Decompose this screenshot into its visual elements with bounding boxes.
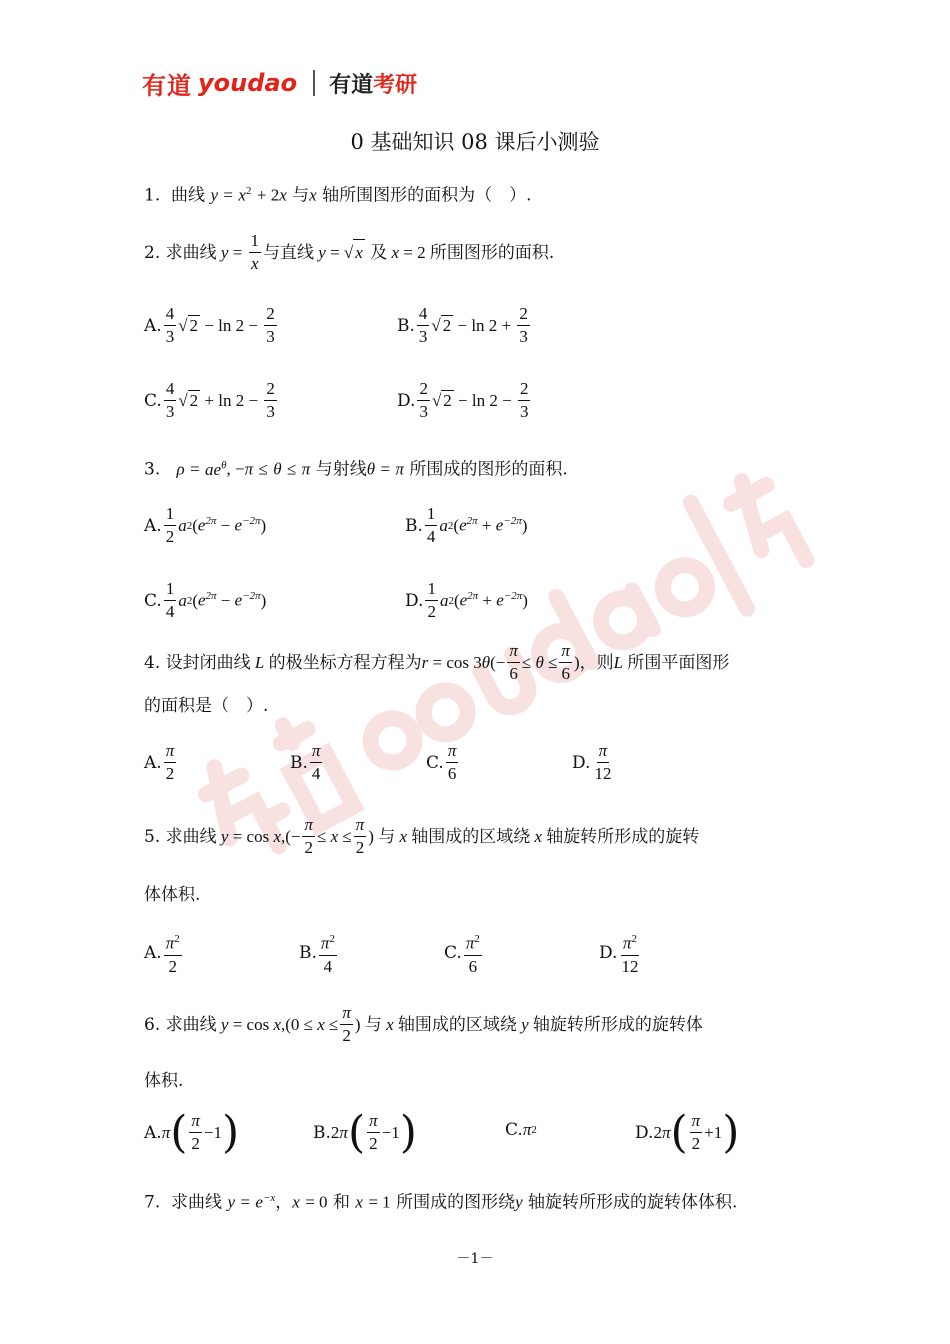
question-number: 7. [144, 1192, 161, 1213]
option-label: B. [313, 1122, 331, 1143]
question-number: 6. [144, 1014, 161, 1035]
page-number: －1－ [456, 1251, 494, 1267]
option-5a[interactable]: A. $\frac{\pi^2}{2}$ [144, 928, 184, 978]
question-text: ， [275, 1192, 293, 1213]
question-text: 所围成的图形绕 [396, 1192, 516, 1213]
option-label: D. [599, 942, 618, 963]
logo-youdao-cn: 有道 [142, 71, 192, 100]
option-5b[interactable]: B. $\frac{\pi^2}{4}$ [299, 928, 339, 978]
header-logo [142, 66, 417, 100]
question-text: 求曲线 [171, 1192, 223, 1213]
question-4-line2: 的面积是（ ）. [144, 696, 269, 716]
option-label: B. [290, 752, 308, 773]
option-3b[interactable]: B. $\frac{1}{4}$ a 2 ( $e^{2\pi}$ + $e^{-2\pi}$ ) [405, 504, 528, 546]
question-text: 轴围成的区域绕 [397, 1014, 517, 1035]
option-2c[interactable]: C. $\frac{4}{3}$ √ 2 + ln 2 − $\frac{2}{3}$ [144, 379, 275, 421]
option-label: C. [444, 942, 462, 963]
option-3d[interactable]: D. $\frac{1}{2}$ a 2 ( $e^{2\pi}$ + $e^{-2\pi}$ ) [405, 579, 528, 621]
question-number: 1. [144, 185, 161, 206]
option-label: B. [405, 515, 423, 536]
option-5c[interactable]: C. $\frac{\pi^2}{6}$ [444, 928, 484, 978]
question-text: 所围平面图形 [627, 652, 730, 673]
question-text: 与直线 [263, 242, 315, 263]
question-7: 7. 求曲线 $y = e^{-x}$，x = 0 和 x = 1 所围成的图形绕y 轴旋转所形成的旋转体体积. [144, 1192, 738, 1213]
option-label: B. [397, 315, 415, 336]
option-label: C. [505, 1120, 523, 1140]
question-text: ，则 [579, 652, 614, 673]
question-text: 轴旋转所形成的旋转体体积. [528, 1192, 738, 1213]
question-text: 轴所围图形的面积为（ ）. [322, 185, 532, 206]
option-label: D. [635, 1122, 654, 1143]
option-label: D. [397, 390, 416, 411]
question-3: 3. $\rho = ae^\theta$, −π ≤ θ ≤ π 与射线θ = π 所围成的图形的面积. [144, 459, 568, 480]
option-label: A. [144, 942, 162, 963]
option-label: C. [144, 590, 162, 611]
option-6c[interactable]: C. π 2 [505, 1120, 537, 1140]
option-2d[interactable]: D. $\frac{2}{3}$ √ 2 − ln 2 − $\frac{2}{3}$ [397, 379, 529, 421]
page-title: 0 基础知识 08 课后小测验 [350, 130, 600, 154]
logo-youdao-en: youdao [198, 69, 298, 97]
question-5-line2: 体体积. [144, 885, 201, 905]
option-5d[interactable]: D. $\frac{\pi^2}{12}$ [599, 928, 642, 978]
question-text: 及 [370, 242, 388, 263]
question-text: 求曲线 [165, 242, 217, 263]
question-text: 和 [332, 1192, 350, 1213]
logo-divider [313, 70, 315, 96]
question-text: 轴旋转所形成的旋转 [546, 826, 700, 847]
option-label: D. [572, 752, 591, 773]
option-2a[interactable]: A. $\frac{4}{3}$ √ 2 − ln 2 − $\frac{2}{3}$ [144, 304, 275, 346]
option-label: D. [405, 590, 424, 611]
question-number: 4. [144, 652, 161, 673]
question-4: 4. 设封闭曲线 L 的极坐标方程方程为 r = cos 3 θ (− $\frac{\pi}{6}$ ≤ θ ≤ $\frac{\pi}{6}$ ) ，则 L 所围平面图形 [144, 641, 730, 683]
question-1: 1. 曲线 $y = x^2 + 2x$ 与x 轴所围图形的面积为（ ）. [144, 185, 532, 206]
question-text: 与射线 [315, 459, 367, 480]
question-number: 2. [144, 242, 161, 263]
option-4c[interactable]: C. $\frac{\pi}{6}$ [426, 741, 457, 783]
question-5: 5. 求曲线 y = cos x ,(− $\frac{\pi}{2}$ ≤ x ≤ $\frac{\pi}{2}$ ) 与 x 轴围成的区域绕 x 轴旋转所形成的旋转 [144, 815, 700, 857]
question-number: 3. [144, 459, 161, 480]
option-6a[interactable]: A. π ( $\frac{\pi}{2}$ −1 ) [144, 1106, 240, 1158]
option-label: C. [144, 390, 162, 411]
option-3c[interactable]: C. $\frac{1}{4}$ a 2 ( $e^{2\pi}$ − $e^{-2\pi}$ ) [144, 579, 267, 621]
question-text: 求曲线 [165, 1014, 217, 1035]
question-6: 6. 求曲线 y = cos x ,(0 ≤ x ≤ $\frac{\pi}{2}$ ) 与 x 轴围成的区域绕 y 轴旋转所形成的旋转体 [144, 1003, 703, 1045]
option-label: A. [144, 315, 162, 336]
option-label: C. [426, 752, 444, 773]
option-2b[interactable]: B. $\frac{4}{3}$ √ 2 − ln 2 + $\frac{2}{3}$ [397, 304, 528, 346]
option-6b[interactable]: B. 2 π ( $\frac{\pi}{2}$ −1 ) [313, 1106, 417, 1158]
question-text: 所围图形的面积. [429, 242, 555, 263]
question-text: 求曲线 [165, 826, 217, 847]
question-2: 2. 求曲线 y = $\frac{1}{x}$ 与直线 y = √ x 及 x = 2 所围图形的面积. [144, 231, 555, 273]
question-text: 与 [364, 1014, 382, 1035]
question-6-line2: 体积. [144, 1071, 184, 1091]
question-text: 的极坐标方程方程为 [268, 652, 422, 673]
question-text: 曲线 [171, 185, 206, 206]
question-text: 设封闭曲线 [165, 652, 251, 673]
option-4b[interactable]: B. $\frac{\pi}{4}$ [290, 741, 321, 783]
question-text: 与 [378, 826, 396, 847]
question-text: 轴围成的区域绕 [411, 826, 531, 847]
question-text: 所围成的图形的面积. [409, 459, 568, 480]
option-label: A. [144, 752, 162, 773]
logo-youdao-kaoyan-a: 有道 [329, 72, 374, 98]
question-number: 5. [144, 826, 161, 847]
option-4d[interactable]: D. $\frac{\pi}{12}$ [572, 741, 612, 783]
option-6d[interactable]: D. 2 π ( $\frac{\pi}{2}$ +1 ) [635, 1106, 740, 1158]
question-text: 与 [292, 185, 310, 206]
option-label: B. [299, 942, 317, 963]
option-label: A. [144, 1122, 162, 1143]
option-3a[interactable]: A. $\frac{1}{2}$ a 2 ( $e^{2\pi}$ − $e^{-2\pi}$ ) [144, 504, 267, 546]
logo-youdao-kaoyan-b: 考研 [373, 72, 418, 98]
option-4a[interactable]: A. $\frac{\pi}{2}$ [144, 741, 175, 783]
question-text: 轴旋转所形成的旋转体 [532, 1014, 703, 1035]
option-label: A. [144, 515, 162, 536]
